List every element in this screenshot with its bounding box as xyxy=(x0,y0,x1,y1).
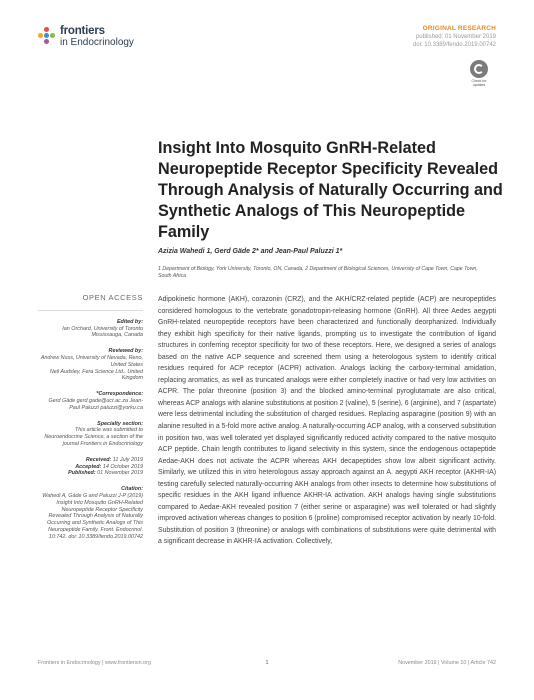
open-access-label: OPEN ACCESS xyxy=(82,293,143,302)
received-label: Received: xyxy=(85,456,112,463)
specialty-section: This article was submitted to Neuroendocrine Science, a section of the journal Frontiers in Endocrinology xyxy=(44,427,143,447)
reviewer: Neil Audsley, Fera Science Ltd., United Kingdom xyxy=(49,368,143,382)
check-updates-label: Check for updates xyxy=(471,79,487,87)
journal-name: in Endocrinology xyxy=(60,37,134,48)
citation-label: Citation: xyxy=(121,486,143,493)
article-type: ORIGINAL RESEARCH xyxy=(422,25,496,32)
page-number: 1 xyxy=(265,660,269,666)
article-title: Insight Into Mosquito GnRH-Related Neuropeptide Receptor Specificity Revealed Through Analysis of Naturally Occurring and Synthetic Analogs of This Neuropeptide Family xyxy=(158,139,503,241)
sidebar xyxy=(38,295,143,550)
check-updates-badge[interactable] xyxy=(468,60,490,90)
reviewed-by-label: Reviewed by: xyxy=(108,348,143,355)
footer-journal-link[interactable]: Frontiers in Endocrinology | www.frontiersin.org xyxy=(38,660,151,666)
abstract xyxy=(158,294,496,548)
published-date: published: 01 November 2019 xyxy=(415,34,496,40)
published-label: Published: xyxy=(68,470,96,477)
journal-logo xyxy=(38,25,168,51)
editor: Ian Orchard, University of Toronto Mississauga, Canada xyxy=(62,325,143,339)
accepted-label: Accepted: xyxy=(75,463,102,470)
citation-text: Wahedi A, Gäde G and Paluzzi J-P (2019) Insight Into Mosquito GnRH-Related Neuropeptide Receptor Specificity Revealed Through Analysis of Naturally Occurring and Synthetic Analogs of This Neuropeptide Family. Front. Endocrinol. 10:742. doi: 10.3389/fendo.2019.00742 xyxy=(42,492,143,540)
reviewer: Andrew Nuss, University of Nevada, Reno, United States xyxy=(40,354,143,368)
abstract-text: Adipokinetic hormone (AKH), corazonin (CRZ), and the AKH/CRZ-related peptide (ACP) are neuropeptides considered homologous to the vertebrate gonadotropin-releasing hormone (GnRH). All three Aedes aegypti GnRH-related neuropeptide receptors have been characterized and functionally deorphanized. Individually they exhibit high specificity for their native ligands, prompting us to investigate the contribution of ligand structures in conferring receptor specificity for two of these receptors. Here, we designed a series of analogs based on the native ACP sequence and screened them using a heterologous system to identify critical residues required for ACP receptor (ACPR) activation. Analogs lacking the carboxy-terminal amidation, replacing aromatics, as well as truncated analogs were either completely inactive or had very low activities on ACPR. The polar threonine (position 3) and the blocked amino-terminal pyroglutamate are also critical, whereas ACP analogs with alanine substitutions at position 2 (valine), 5 (serine), 6 (arginine), and 7 (aspartate) were less detrimental including the substitution of charged residues. Replacing asparagine (position 9) with an alanine resulted in a 5-fold more active analog. A naturally-occurring ACP analog, with a conserved substitution in position two, was well tolerated yet displayed significantly reduced activity compared to the native mosquito ACP peptide. Chain length contributes to ligand selectivity in this system, since the endogenous octapeptide Aedae-AKH does not activate the ACPR whereas AKH decapeptides show low albeit significant activity. Similarly, we utilized this in vitro heterologous assay approach against an A. aegypti AKH receptor (AKHR-IA) testing carefully selected naturally-occurring AKH analogs from other insects to determine how substitutions of specific residues in the AKH ligand influence AKHR-IA activation. AKH analogs having single substitutions compared to Aedae-AKH revealed position 7 (either serine or asparagine) was well tolerated or had slightly improved activation whereas changes to position 6 (proline) compromised receptor activation by nearly 10-fold. Substitution of position 3 (threonine) or analogs with combinations of substitutions were quite detrimental with a significant decrease in AKHR-IA activation. Collectively, xyxy=(158,296,496,546)
sidebar-divider xyxy=(38,310,143,311)
author-list: Azizia Wahedi 1, Gerd Gäde 2* and Jean-Paul Paluzzi 1* xyxy=(158,248,343,255)
frontiers-logo-icon xyxy=(38,27,56,45)
affiliations: 1 Department of Biology, York University, Toronto, ON, Canada, 2 Department of Biological Sciences, University of Cape Town, Cape Town, South Africa xyxy=(158,266,478,279)
correspondence-contacts[interactable]: Gerd Gäde gerd.gade@uct.ac.za Jean-Paul Paluzzi paluzzi@yorku.ca xyxy=(48,397,143,411)
correspondence-label: *Correspondence: xyxy=(96,391,143,398)
brand-name: frontiers xyxy=(60,25,105,37)
footer-issue-info: November 2019 | Volume 10 | Article 742 xyxy=(398,660,496,666)
specialty-label: Specialty section: xyxy=(97,420,143,427)
published-date: 01 November 2019 xyxy=(97,470,143,477)
article-meta xyxy=(413,25,496,49)
article-dates xyxy=(38,457,143,477)
accepted-date: 14 October 2019 xyxy=(102,463,143,470)
doi-link[interactable]: doi: 10.3389/fendo.2019.00742 xyxy=(412,42,496,48)
edited-by-label: Edited by: xyxy=(116,318,143,325)
check-updates-icon xyxy=(470,60,488,78)
received-date: 11 July 2019 xyxy=(112,456,143,463)
